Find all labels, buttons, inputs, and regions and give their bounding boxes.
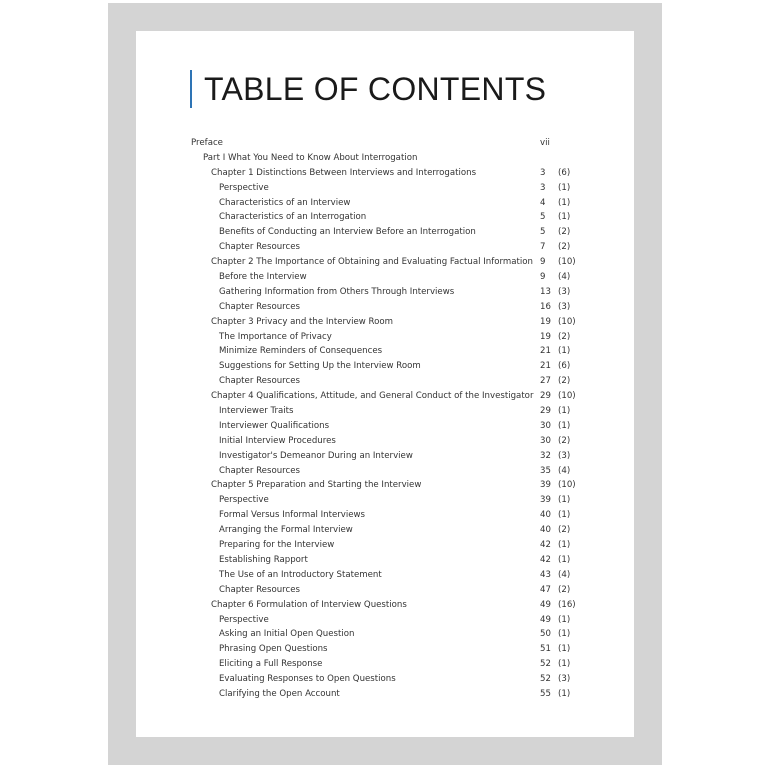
toc-entry-count: (10): [558, 480, 576, 491]
toc-entry-title: Investigator's Demeanor During an Interview: [219, 450, 413, 461]
toc-entry-title: Initial Interview Procedures: [219, 435, 336, 446]
toc-entry[interactable]: [0, 225, 768, 240]
table-of-contents: [0, 136, 768, 702]
toc-entry-count: (1): [558, 212, 571, 223]
toc-entry-count: (1): [558, 420, 571, 431]
toc-entry[interactable]: [0, 315, 768, 330]
toc-entry-count: (1): [558, 406, 571, 417]
toc-entry-page: 5: [540, 212, 546, 223]
toc-entry-count: (6): [558, 361, 571, 372]
toc-entry-page: 3: [540, 167, 546, 178]
toc-entry-title: Eliciting a Full Response: [219, 659, 323, 670]
toc-entry[interactable]: [0, 255, 768, 270]
toc-entry-title: Establishing Rapport: [219, 554, 308, 565]
toc-entry-title: Part I What You Need to Know About Interrogation: [203, 152, 418, 163]
toc-entry-count: (2): [558, 376, 571, 387]
toc-entry[interactable]: [0, 270, 768, 285]
toc-entry-count: (10): [558, 257, 576, 268]
toc-entry-page: 29: [540, 391, 551, 402]
toc-entry[interactable]: [0, 419, 768, 434]
toc-entry-title: Interviewer Traits: [219, 406, 294, 417]
toc-entry-title: Clarifying the Open Account: [219, 688, 340, 699]
toc-entry[interactable]: [0, 240, 768, 255]
toc-entry-title: Before the Interview: [219, 272, 307, 283]
toc-entry-title: Perspective: [219, 495, 269, 506]
toc-entry-title: Chapter 3 Privacy and the Interview Room: [211, 316, 394, 327]
toc-entry-count: (2): [558, 525, 571, 536]
toc-entry-count: (10): [558, 316, 576, 327]
toc-entry-title: Chapter Resources: [219, 584, 300, 595]
toc-entry-page: 49: [540, 614, 551, 625]
toc-entry-page: vii: [540, 138, 550, 148]
toc-entry-page: 32: [540, 450, 551, 461]
toc-entry[interactable]: [0, 300, 768, 315]
toc-entry[interactable]: [0, 642, 768, 657]
toc-entry[interactable]: [0, 583, 768, 598]
toc-entry-title: Gathering Information from Others Through Interviews: [219, 286, 455, 297]
toc-entry-title: Suggestions for Setting Up the Interview Room: [219, 361, 421, 372]
toc-entry-page: 9: [540, 257, 546, 268]
toc-entry-count: (1): [558, 688, 571, 699]
toc-entry-title: The Use of an Introductory Statement: [219, 569, 382, 580]
toc-entry-count: (2): [558, 227, 571, 238]
toc-entry-count: (3): [558, 286, 571, 297]
toc-entry-page: 29: [540, 406, 551, 417]
toc-entry[interactable]: [0, 687, 768, 702]
toc-entry-count: (1): [558, 629, 571, 640]
toc-entry[interactable]: [0, 344, 768, 359]
toc-entry-title: Chapter 6 Formulation of Interview Questions: [211, 599, 407, 610]
toc-entry[interactable]: [0, 374, 768, 389]
toc-entry[interactable]: [0, 523, 768, 538]
toc-entry-page: 4: [540, 197, 546, 208]
toc-entry-count: (1): [558, 510, 571, 521]
toc-entry-page: 43: [540, 569, 551, 580]
toc-entry-title: The Importance of Privacy: [219, 331, 332, 342]
toc-entry-title: Characteristics of an Interview: [219, 197, 351, 208]
toc-entry[interactable]: [0, 508, 768, 523]
toc-entry[interactable]: [0, 657, 768, 672]
toc-entry-page: 40: [540, 510, 551, 521]
toc-entry-count: (1): [558, 644, 571, 655]
toc-entry-page: 30: [540, 420, 551, 431]
toc-entry-title: Preface: [191, 138, 223, 148]
toc-entry-page: 21: [540, 346, 551, 357]
toc-entry-title: Chapter 2 The Importance of Obtaining and Evaluating Factual Information: [211, 257, 533, 268]
toc-entry-count: (1): [558, 554, 571, 565]
toc-entry-page: 13: [540, 286, 551, 297]
toc-entry-title: Chapter 1 Distinctions Between Interviews and Interrogations: [211, 167, 477, 178]
toc-entry[interactable]: [0, 449, 768, 464]
toc-entry-page: 52: [540, 659, 551, 670]
toc-entry-count: (2): [558, 331, 571, 342]
toc-entry-count: (3): [558, 674, 571, 685]
toc-entry-title: Benefits of Conducting an Interview Before an Interrogation: [219, 227, 476, 238]
toc-entry-title: Preparing for the Interview: [219, 540, 335, 551]
toc-entry-page: 40: [540, 525, 551, 536]
toc-entry-title: Characteristics of an Interrogation: [219, 212, 367, 223]
toc-entry[interactable]: [0, 330, 768, 345]
toc-entry-page: 42: [540, 540, 551, 551]
toc-entry-page: 52: [540, 674, 551, 685]
toc-entry-title: Chapter Resources: [219, 465, 300, 476]
toc-entry-page: 21: [540, 361, 551, 372]
toc-entry-count: (3): [558, 450, 571, 461]
toc-entry-title: Chapter Resources: [219, 301, 300, 312]
toc-entry-page: 16: [540, 301, 551, 312]
toc-entry[interactable]: [0, 210, 768, 225]
toc-entry-page: 47: [540, 584, 551, 595]
toc-entry[interactable]: [0, 359, 768, 374]
toc-entry[interactable]: [0, 136, 768, 151]
toc-entry-title: Minimize Reminders of Consequences: [219, 346, 383, 357]
page-title: TABLE OF CONTENTS: [204, 71, 547, 107]
toc-entry-page: 39: [540, 480, 551, 491]
toc-entry-title: Chapter 4 Qualifications, Attitude, and General Conduct of the Investigator: [211, 391, 534, 402]
toc-entry[interactable]: [0, 196, 768, 211]
toc-entry[interactable]: [0, 478, 768, 493]
toc-entry-count: (2): [558, 584, 571, 595]
toc-entry-page: 51: [540, 644, 551, 655]
toc-entry[interactable]: [0, 464, 768, 479]
toc-entry-title: Interviewer Qualifications: [219, 420, 330, 431]
toc-entry-page: 55: [540, 688, 551, 699]
toc-entry-title: Chapter Resources: [219, 242, 300, 253]
toc-entry-count: (1): [558, 614, 571, 625]
toc-entry-count: (1): [558, 540, 571, 551]
toc-entry-title: Chapter 5 Preparation and Starting the Interview: [211, 480, 422, 491]
toc-entry[interactable]: [0, 151, 768, 166]
toc-entry[interactable]: [0, 553, 768, 568]
toc-entry-count: (10): [558, 391, 576, 402]
toc-entry-count: (6): [558, 167, 571, 178]
toc-entry-page: 27: [540, 376, 551, 387]
toc-entry-count: (1): [558, 659, 571, 670]
toc-entry[interactable]: [0, 404, 768, 419]
toc-entry-title: Arranging the Formal Interview: [219, 525, 353, 536]
toc-entry[interactable]: [0, 613, 768, 628]
toc-entry[interactable]: [0, 166, 768, 181]
toc-entry-page: 19: [540, 331, 551, 342]
toc-entry[interactable]: [0, 672, 768, 687]
toc-entry-page: 7: [540, 242, 546, 253]
toc-entry[interactable]: [0, 598, 768, 613]
toc-entry[interactable]: [0, 493, 768, 508]
toc-entry-title: Chapter Resources: [219, 376, 300, 387]
toc-entry-count: (4): [558, 569, 571, 580]
toc-entry[interactable]: [0, 627, 768, 642]
toc-entry-count: (4): [558, 465, 571, 476]
toc-entry-title: Formal Versus Informal Interviews: [219, 510, 366, 521]
toc-entry[interactable]: [0, 181, 768, 196]
toc-entry-page: 19: [540, 316, 551, 327]
toc-entry-count: (2): [558, 435, 571, 446]
toc-entry-title: Asking an Initial Open Question: [219, 629, 355, 640]
toc-entry-count: (16): [558, 599, 576, 610]
toc-entry-page: 49: [540, 599, 551, 610]
toc-entry-page: 35: [540, 465, 551, 476]
toc-entry-count: (4): [558, 272, 571, 283]
toc-entry-page: 42: [540, 554, 551, 565]
toc-entry-count: (1): [558, 346, 571, 357]
toc-entry[interactable]: [0, 285, 768, 300]
title-accent-bar: [190, 70, 192, 108]
toc-entry[interactable]: [0, 538, 768, 553]
toc-entry-title: Evaluating Responses to Open Questions: [219, 674, 396, 685]
toc-entry-count: (1): [558, 182, 571, 193]
toc-entry-count: (1): [558, 495, 571, 506]
toc-entry-count: (1): [558, 197, 571, 208]
toc-entry-page: 39: [540, 495, 551, 506]
toc-entry-title: Perspective: [219, 614, 269, 625]
toc-entry-page: 5: [540, 227, 546, 238]
toc-entry-count: (3): [558, 301, 571, 312]
toc-entry-count: (2): [558, 242, 571, 253]
toc-entry-page: 3: [540, 182, 546, 193]
toc-entry-page: 50: [540, 629, 551, 640]
toc-entry[interactable]: [0, 568, 768, 583]
toc-entry-page: 30: [540, 435, 551, 446]
toc-entry-title: Perspective: [219, 182, 269, 193]
toc-entry-page: 9: [540, 272, 546, 283]
toc-entry[interactable]: [0, 389, 768, 404]
toc-entry-title: Phrasing Open Questions: [219, 644, 328, 655]
toc-entry[interactable]: [0, 434, 768, 449]
